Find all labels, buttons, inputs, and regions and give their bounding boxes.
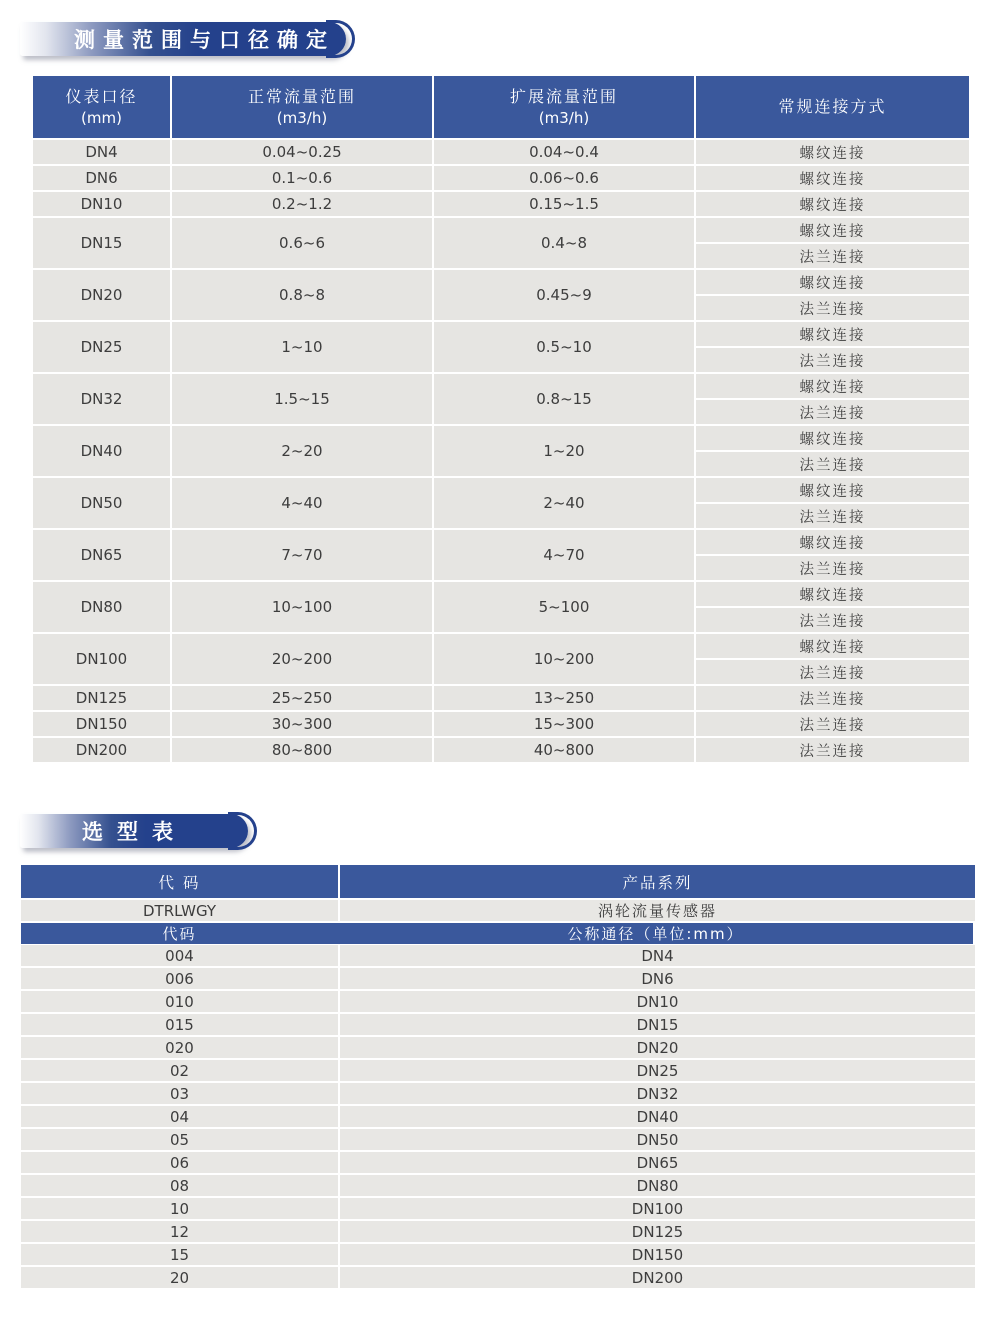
cell-connection: 螺纹连接: [696, 426, 969, 450]
cell-connection: 螺纹连接: [696, 530, 969, 554]
cell-diameter: DN80: [33, 582, 170, 632]
table-row: [21, 945, 975, 966]
cell-normal: 2~20: [172, 426, 432, 476]
cell-extended: 15~300: [434, 712, 694, 736]
header-cell-series: 产品系列: [340, 865, 975, 898]
cell-extended: 4~70: [434, 530, 694, 580]
table-row: [33, 712, 969, 736]
cell-code: 05: [21, 1129, 338, 1150]
section-title: 选型表: [82, 820, 187, 844]
cell-normal: 80~800: [172, 738, 432, 762]
section-banner-measurement: [20, 22, 346, 56]
table-row: [33, 218, 969, 268]
table-row: [21, 1129, 975, 1150]
cell-extended: 5~100: [434, 582, 694, 632]
table-row: [21, 1014, 975, 1035]
cell-extended: 0.04~0.4: [434, 140, 694, 164]
cell-code: 15: [21, 1244, 338, 1265]
cell-code: 06: [21, 1152, 338, 1173]
cell-extended: 0.8~15: [434, 374, 694, 424]
table-row: [21, 1198, 975, 1219]
cell-normal: 0.1~0.6: [172, 166, 432, 190]
cell-diameter: DN40: [33, 426, 170, 476]
cell-connection: 法兰连接: [696, 244, 969, 268]
table-row: [21, 968, 975, 989]
cell-dn: DN50: [340, 1129, 975, 1150]
cell-code: 02: [21, 1060, 338, 1081]
cell-extended: 0.06~0.6: [434, 166, 694, 190]
cell-code: 10: [21, 1198, 338, 1219]
table-row: [21, 1037, 975, 1058]
cell-dn: DN10: [340, 991, 975, 1012]
header-cell-diameter: 仪表口径 (mm): [33, 76, 170, 138]
section-banner-selection: [20, 814, 248, 848]
header-cell-extended-range: 扩展流量范围 (m3/h): [434, 76, 694, 138]
table-row: [33, 426, 969, 476]
cell-connection: 螺纹连接: [696, 582, 969, 606]
cell-connection: 法兰连接: [696, 296, 969, 320]
cell-diameter: DN65: [33, 530, 170, 580]
cell-normal: 1.5~15: [172, 374, 432, 424]
table-row: [21, 1244, 975, 1265]
cell-normal: 1~10: [172, 322, 432, 372]
cell-diameter: DN10: [33, 192, 170, 216]
cell-diameter: DN25: [33, 322, 170, 372]
header-cell-code: 代 码: [21, 865, 338, 898]
cell-code: 015: [21, 1014, 338, 1035]
table-row: [33, 634, 969, 684]
cell-extended: 13~250: [434, 686, 694, 710]
subheader-cell-code: 代码: [21, 923, 338, 944]
cell-connection: 法兰连接: [696, 660, 969, 684]
table-row: [21, 1083, 975, 1104]
cell-dn: DN6: [340, 968, 975, 989]
table-subheader-row: [21, 923, 975, 943]
cell-dn: DN32: [340, 1083, 975, 1104]
section-title: 测量范围与口径确定: [74, 28, 335, 52]
cell-connection: 螺纹连接: [696, 478, 969, 502]
table-row: [33, 478, 969, 528]
cell-normal: 0.8~8: [172, 270, 432, 320]
cell-dn: DN40: [340, 1106, 975, 1127]
cell-dn: DN15: [340, 1014, 975, 1035]
cell-dn: DN25: [340, 1060, 975, 1081]
cell-dn: DN80: [340, 1175, 975, 1196]
table-row: [33, 686, 969, 710]
cell-dn: DN65: [340, 1152, 975, 1173]
cell-extended: 10~200: [434, 634, 694, 684]
cell-extended: 40~800: [434, 738, 694, 762]
cell-diameter: DN4: [33, 140, 170, 164]
cell-diameter: DN20: [33, 270, 170, 320]
cell-connection: 螺纹连接: [696, 270, 969, 294]
cell-normal: 7~70: [172, 530, 432, 580]
cell-diameter: DN200: [33, 738, 170, 762]
cell-code: 020: [21, 1037, 338, 1058]
cell-code: 010: [21, 991, 338, 1012]
cell-connection: 法兰连接: [696, 608, 969, 632]
cell-normal: 0.6~6: [172, 218, 432, 268]
cell-code: 08: [21, 1175, 338, 1196]
cell-connection: 螺纹连接: [696, 374, 969, 398]
cell-connection: 螺纹连接: [696, 166, 969, 190]
cell-dn: DN4: [340, 945, 975, 966]
selection-table: [21, 865, 975, 1288]
cell-dn: DN150: [340, 1244, 975, 1265]
table-row: [33, 192, 969, 216]
table-row: [33, 374, 969, 424]
measurement-range-table: [33, 76, 969, 762]
cell-series-name: 涡轮流量传感器: [340, 900, 975, 921]
cell-connection: 法兰连接: [696, 556, 969, 580]
table-header-row: [33, 76, 969, 138]
cell-connection: 螺纹连接: [696, 192, 969, 216]
cell-extended: 0.5~10: [434, 322, 694, 372]
cell-code: 12: [21, 1221, 338, 1242]
cell-connection: 法兰连接: [696, 686, 969, 710]
table-row: [21, 1152, 975, 1173]
cell-diameter: DN150: [33, 712, 170, 736]
cell-dn: DN100: [340, 1198, 975, 1219]
table-row: [33, 530, 969, 580]
table-row: [21, 1267, 975, 1288]
cell-extended: 0.45~9: [434, 270, 694, 320]
table-row: [21, 900, 975, 921]
header-cell-normal-range: 正常流量范围 (m3/h): [172, 76, 432, 138]
subheader-cell-dn: 公称通径（单位:mm）: [338, 923, 973, 944]
cell-normal: 0.04~0.25: [172, 140, 432, 164]
table-row: [21, 1175, 975, 1196]
cell-code: 006: [21, 968, 338, 989]
cell-normal: 4~40: [172, 478, 432, 528]
cell-extended: 0.4~8: [434, 218, 694, 268]
cell-diameter: DN15: [33, 218, 170, 268]
cell-diameter: DN50: [33, 478, 170, 528]
cell-normal: 25~250: [172, 686, 432, 710]
table-row: [21, 991, 975, 1012]
table-row: [21, 1221, 975, 1242]
table-row: [33, 166, 969, 190]
cell-normal: 20~200: [172, 634, 432, 684]
cell-extended: 2~40: [434, 478, 694, 528]
cell-code: 20: [21, 1267, 338, 1288]
table-row: [33, 270, 969, 320]
cell-connection: 螺纹连接: [696, 634, 969, 658]
cell-extended: 1~20: [434, 426, 694, 476]
cell-connection: 法兰连接: [696, 738, 969, 762]
table-row: [21, 1060, 975, 1081]
table-row: [33, 738, 969, 762]
cell-dn: DN125: [340, 1221, 975, 1242]
cell-connection: 螺纹连接: [696, 322, 969, 346]
table-row: [33, 322, 969, 372]
table-row: [33, 582, 969, 632]
cell-diameter: DN125: [33, 686, 170, 710]
header-cell-connection: 常规连接方式: [696, 76, 969, 138]
cell-connection: 法兰连接: [696, 452, 969, 476]
cell-normal: 30~300: [172, 712, 432, 736]
table-row: [21, 1106, 975, 1127]
cell-connection: 法兰连接: [696, 504, 969, 528]
table-header-row: [21, 865, 975, 898]
cell-connection: 螺纹连接: [696, 218, 969, 242]
cell-normal: 0.2~1.2: [172, 192, 432, 216]
cell-normal: 10~100: [172, 582, 432, 632]
cell-code: 004: [21, 945, 338, 966]
cell-connection: 法兰连接: [696, 348, 969, 372]
table-row: [33, 140, 969, 164]
cell-diameter: DN100: [33, 634, 170, 684]
cell-diameter: DN6: [33, 166, 170, 190]
cell-connection: 法兰连接: [696, 712, 969, 736]
cell-series-code: DTRLWGY: [21, 900, 338, 921]
cell-dn: DN20: [340, 1037, 975, 1058]
cell-diameter: DN32: [33, 374, 170, 424]
cell-code: 03: [21, 1083, 338, 1104]
cell-extended: 0.15~1.5: [434, 192, 694, 216]
cell-dn: DN200: [340, 1267, 975, 1288]
cell-connection: 法兰连接: [696, 400, 969, 424]
cell-connection: 螺纹连接: [696, 140, 969, 164]
cell-code: 04: [21, 1106, 338, 1127]
